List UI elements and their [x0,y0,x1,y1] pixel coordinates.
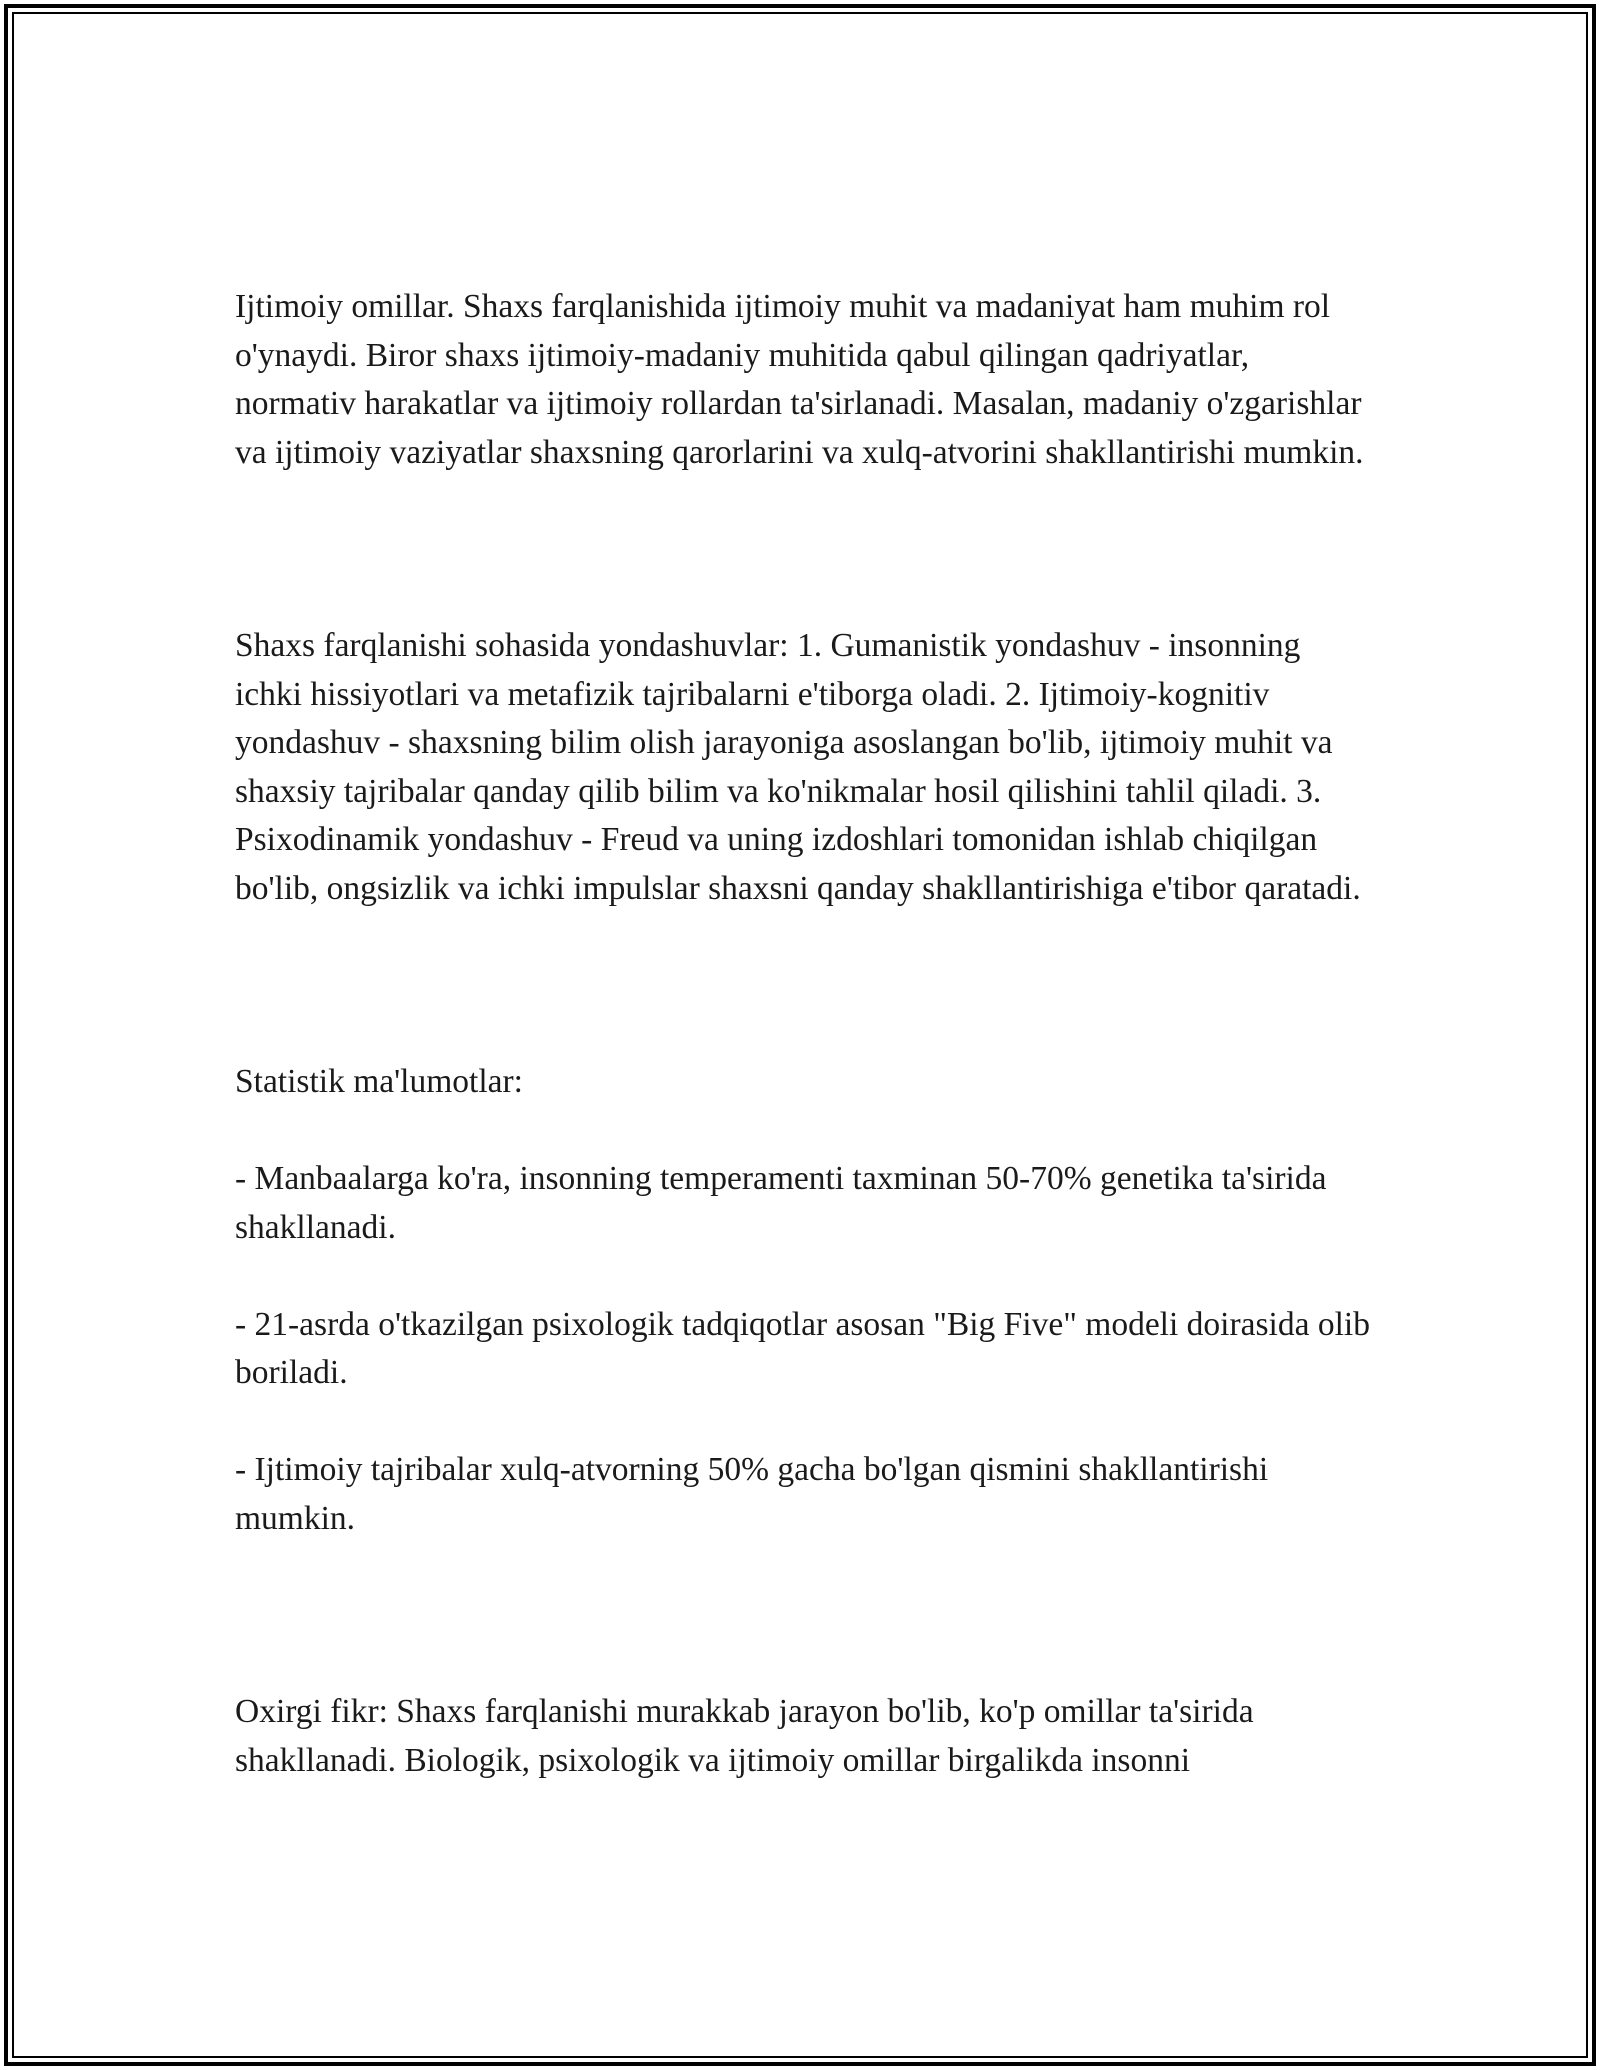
paragraph-spacer [235,1543,1370,1688]
list-item-temperament: - Manbaalarga ko'ra, insonning temperamenti taxminan 50-70% genetika ta'sirida shakllanadi. [235,1160,1327,1246]
paragraph-social-factors: Ijtimoiy omillar. Shaxs farqlanishida ijtimoiy muhit va madaniyat ham muhim rol o'ynaydi. Biror shaxs ijtimoiy-madaniy muhitida qabul qilingan qadriyatlar, normativ harakatlar va ijtimoiy rollardan ta'sirlanadi. Masalan, madaniy o'zgarishlar va ijtimoiy vaziyatlar shaxsning qarorlarini va xulq-atvorini shakllantirishi mumkin. [235,288,1364,471]
paragraph-statistics-heading: Statistik ma'lumotlar: [235,1063,523,1100]
document-body [235,283,1370,1785]
paragraph-spacer [235,1252,1370,1301]
list-item-social-experience: - Ijtimoiy tajribalar xulq-atvorning 50% gacha bo'lgan qismini shakllantirishi mumkin. [235,1451,1269,1537]
paragraph-final-thought: Oxirgi fikr: Shaxs farqlanishi murakkab jarayon bo'lib, ko'p omillar ta'sirida shakllanadi. Biologik, psixologik va ijtimoiy omillar birgalikda insonni [235,1693,1254,1779]
paragraph-approaches: Shaxs farqlanishi sohasida yondashuvlar: 1. Gumanistik yondashuv - insonning ichki hissiyotlari va metafizik tajribalarni e'tiborga oladi. 2. Ijtimoiy-kognitiv yondashuv - shaxsning bilim olish jarayoniga asoslangan bo'lib, ijtimoiy muhit va shaxsiy tajribalar qanday qilib bilim va ko'nikmalar hosil qilishini tahlil qiladi. 3. Psixodinamik yondashuv - Freud va uning izdoshlari tomonidan ishlab chiqilgan bo'lib, ongsizlik va ichki impulslar shaxsni qanday shakllantirishiga e'tibor qaratadi. [235,627,1361,907]
paragraph-spacer [235,1398,1370,1447]
paragraph-spacer [235,913,1370,1058]
paragraph-spacer [235,1107,1370,1156]
paragraph-spacer [235,477,1370,622]
list-item-big-five: - 21-asrda o'tkazilgan psixologik tadqiqotlar asosan "Big Five" modeli doirasida olib boriladi. [235,1305,1370,1391]
